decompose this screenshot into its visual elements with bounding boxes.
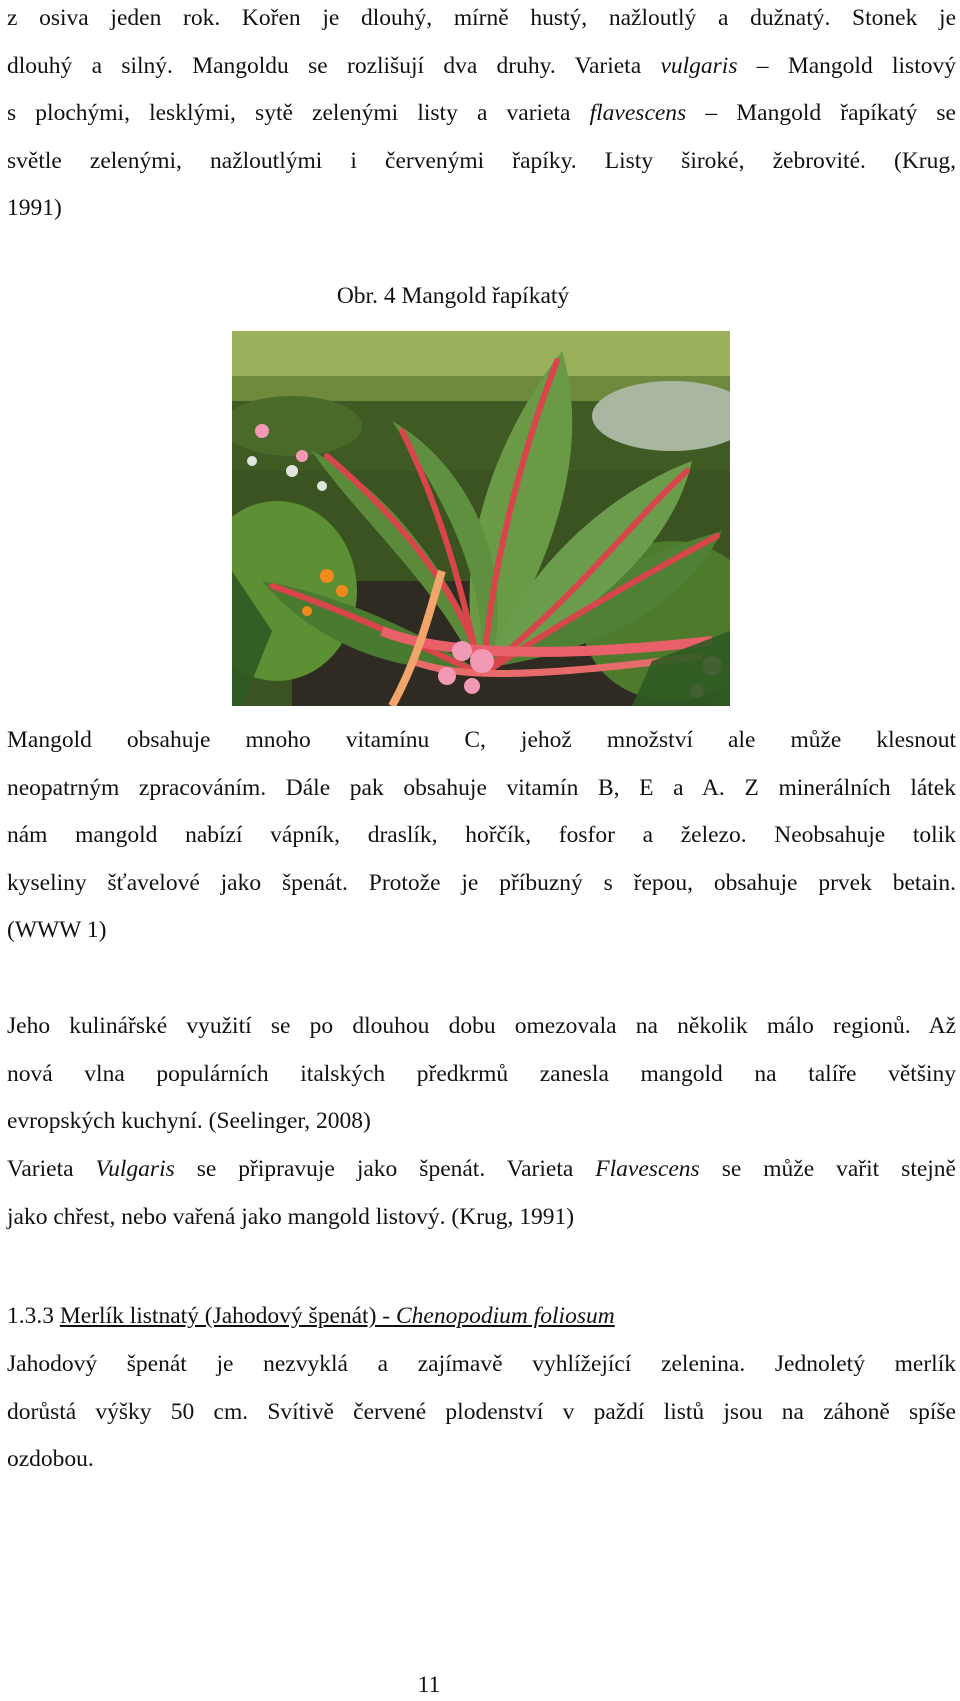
text-line: ozdobou. (7, 1446, 94, 1472)
paragraph-strawberry-spinach (7, 1341, 956, 1484)
paragraph-preparation (7, 1146, 956, 1241)
text-line: nám mangold nabízí vápník, draslík, hořčík, fosfor a železo. Neobsahuje tolik (7, 822, 956, 848)
chard-photo (232, 331, 730, 706)
text-line: jako chřest, nebo vařená jako mangold listový. (Krug, 1991) (7, 1203, 575, 1230)
section-number: 1.3.3 (7, 1303, 60, 1329)
text-line: (WWW 1) (7, 917, 107, 943)
text-line: dorůstá výšky 50 cm. Svítivě červené plodenství v paždí listů jsou na záhoně spíše (7, 1398, 956, 1425)
latin-name: Chenopodium foliosum (396, 1303, 615, 1329)
italic-term: flavescens (589, 100, 687, 126)
italic-term: Flavescens (595, 1156, 700, 1182)
text-line: 1991) (7, 195, 62, 221)
paragraph-nutrition (7, 717, 956, 955)
text-line: Jeho kulinářské využití se po dlouhou dobu omezovala na několik málo regionů. Až (7, 1013, 956, 1039)
text-line: evropských kuchyní. (Seelinger, 2008) (7, 1108, 371, 1134)
text-line: s plochými, lesklými, sytě zelenými listy a varieta flavescens – Mangold řapíkatý se (7, 100, 956, 126)
text-line: kyseliny šťavelové jako špenát. Protože je příbuzný s řepou, obsahuje prvek betain. (7, 869, 956, 896)
italic-term: Vulgaris (95, 1156, 175, 1182)
text-line: Jahodový špenát je nezvyklá a zajímavě vyhlížející zelenina. Jednoletý merlík (7, 1351, 956, 1377)
text-line: neopatrným zpracováním. Dále pak obsahuje vitamín B, E a A. Z minerálních látek (7, 774, 956, 801)
page-number: 11 (417, 1672, 441, 1698)
paragraph-mangold-description (7, 0, 956, 233)
text-line: z osiva jeden rok. Kořen je dlouhý, mírně hustý, nažloutlý a dužnatý. Stonek je (7, 5, 956, 31)
paragraph-culinary-use (7, 1003, 956, 1146)
text-line: dlouhý a silný. Mangoldu se rozlišují dva druhy. Varieta vulgaris – Mangold listový (7, 52, 956, 79)
text-line: Mangold obsahuje mnoho vitamínu C, jehož množství ale může klesnout (7, 727, 956, 753)
chard-illustration (232, 331, 730, 706)
text-line: Varieta Vulgaris se připravuje jako špenát. Varieta Flavescens se může vařit stejně (7, 1156, 956, 1182)
text-line: světle zelenými, nažloutlými i červenými řapíky. Listy široké, žebrovité. (Krug, (7, 147, 956, 174)
text-line: nová vlna populárních italských předkrmů zanesla mangold na talíře většiny (7, 1060, 956, 1087)
section-title: Merlík listnatý (Jahodový špenát) - Chenopodium foliosum (59, 1303, 615, 1329)
italic-term: vulgaris (660, 52, 738, 79)
figure-caption: Obr. 4 Mangold řapíkatý (336, 283, 570, 309)
section-heading (7, 1296, 615, 1336)
